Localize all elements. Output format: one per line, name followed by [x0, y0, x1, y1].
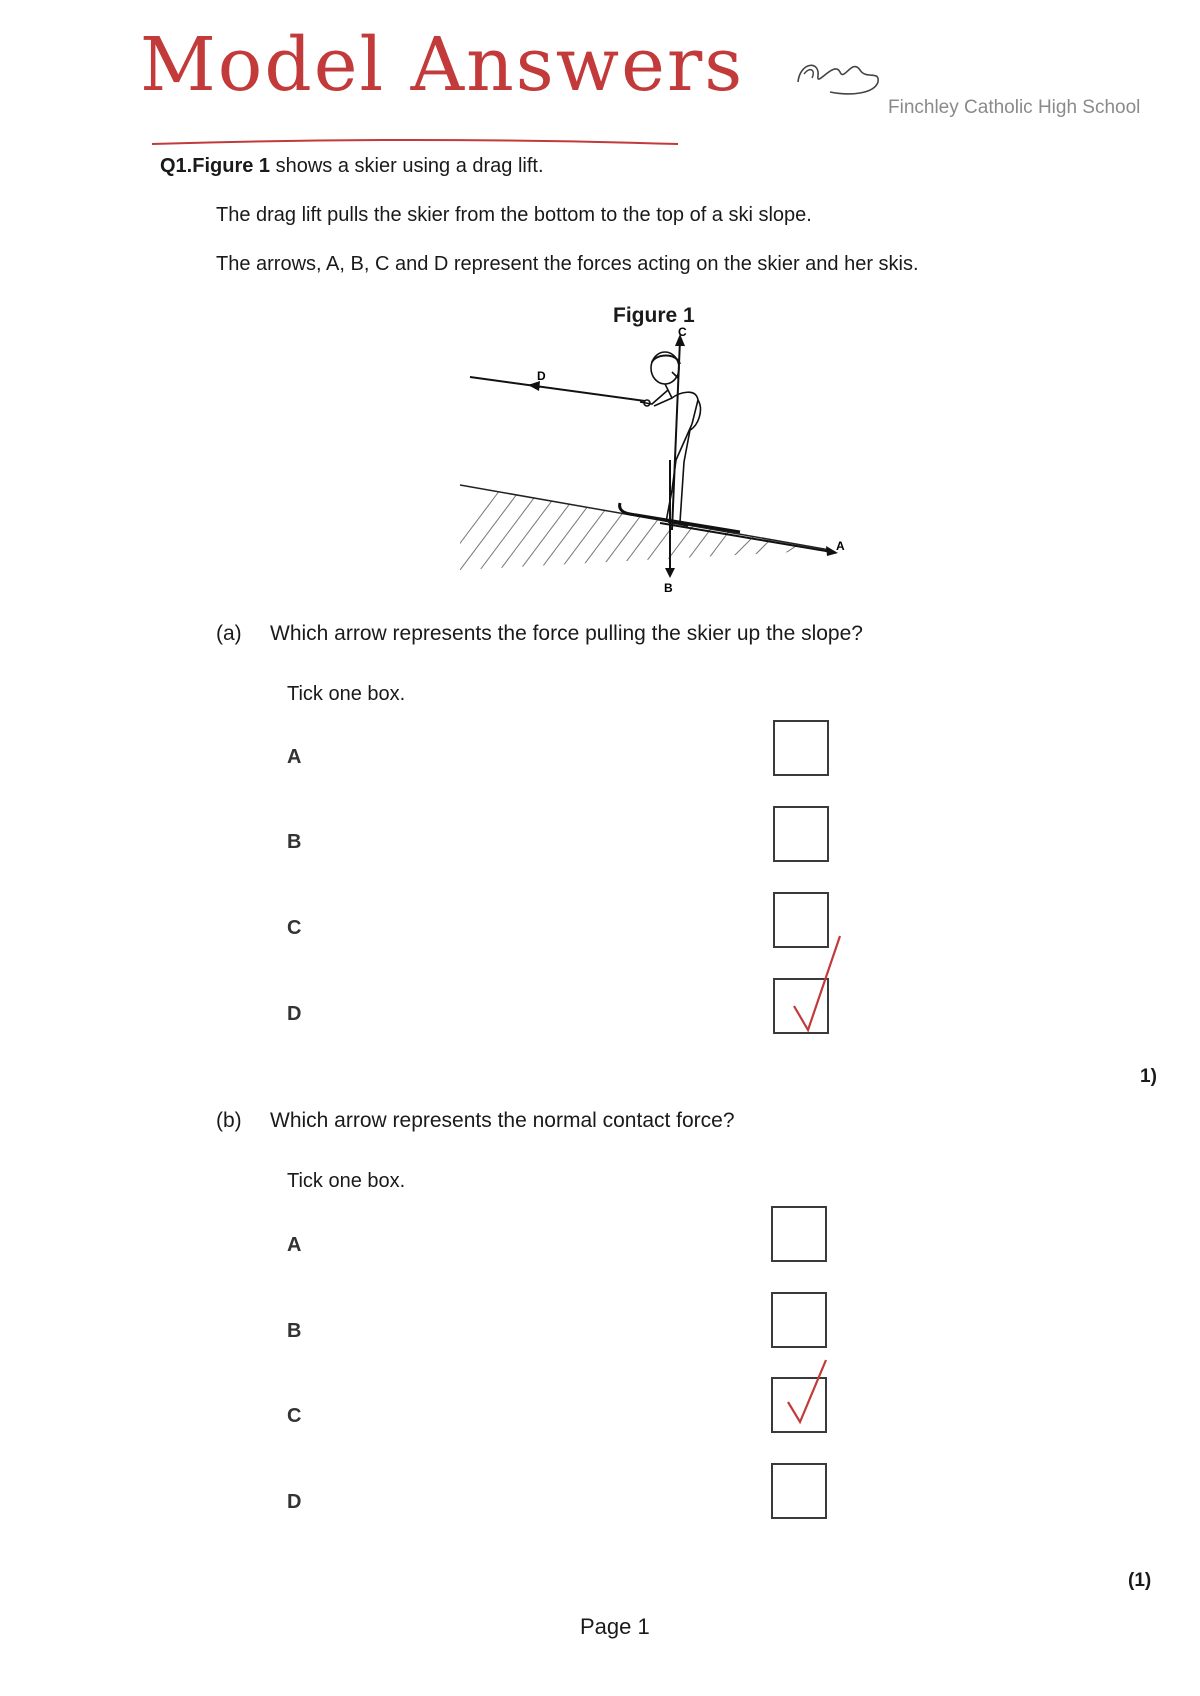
- slope-hatching: [440, 490, 840, 570]
- figure-title: Figure 1: [613, 304, 695, 327]
- part-a-option-c: C: [287, 917, 302, 939]
- part-a-option-d: D: [287, 1003, 302, 1025]
- arrow-b-label: B: [664, 581, 673, 595]
- question-line-2: The drag lift pulls the skier from the bottom to the top of a ski slope.: [216, 204, 812, 226]
- arrow-a-label: A: [836, 539, 845, 553]
- part-a-box-b[interactable]: [773, 806, 829, 862]
- part-a-label: (a): [216, 622, 242, 645]
- part-a-option-a: A: [287, 746, 302, 768]
- figure-reference: Figure 1: [192, 155, 271, 177]
- question-number: Q1.: [160, 155, 193, 177]
- part-b-box-d[interactable]: [771, 1463, 827, 1519]
- part-b-box-a[interactable]: [771, 1206, 827, 1262]
- part-b-box-b[interactable]: [771, 1292, 827, 1348]
- arrow-a: [660, 523, 838, 556]
- signature-scribble: [790, 52, 890, 104]
- arrow-c: [672, 334, 685, 530]
- part-a-instruction: Tick one box.: [287, 683, 406, 705]
- question-intro: [160, 155, 544, 178]
- part-b-option-d: D: [287, 1491, 302, 1513]
- part-b-instruction: Tick one box.: [287, 1170, 406, 1192]
- part-a-tick-mark: [778, 930, 848, 1040]
- part-b-marks: (1): [1128, 1570, 1152, 1591]
- question-intro-text: shows a skier using a drag lift.: [275, 155, 544, 177]
- part-b-option-a: A: [287, 1234, 302, 1256]
- part-b-tick-mark: [776, 1360, 836, 1440]
- handwritten-underline: [150, 132, 680, 152]
- arrow-d-label: D: [537, 369, 546, 383]
- school-name: Finchley Catholic High School: [888, 97, 1141, 118]
- page-number: Page 1: [580, 1614, 650, 1639]
- part-b-option-b: B: [287, 1320, 302, 1342]
- part-a-question: Which arrow represents the force pulling the skier up the slope?: [270, 622, 863, 645]
- part-b-question: Which arrow represents the normal contact force?: [270, 1109, 735, 1132]
- handwritten-title: Model Answers: [140, 22, 745, 108]
- part-b-label: (b): [216, 1109, 242, 1132]
- question-line-3: The arrows, A, B, C and D represent the forces acting on the skier and her skis.: [216, 253, 919, 275]
- part-b-option-c: C: [287, 1405, 302, 1427]
- part-a-marks: 1): [1140, 1066, 1157, 1087]
- arrow-c-label: C: [678, 325, 687, 339]
- part-a-option-b: B: [287, 831, 302, 853]
- arrow-d: [470, 377, 645, 401]
- skier-figure: [440, 325, 870, 595]
- part-a-box-a[interactable]: [773, 720, 829, 776]
